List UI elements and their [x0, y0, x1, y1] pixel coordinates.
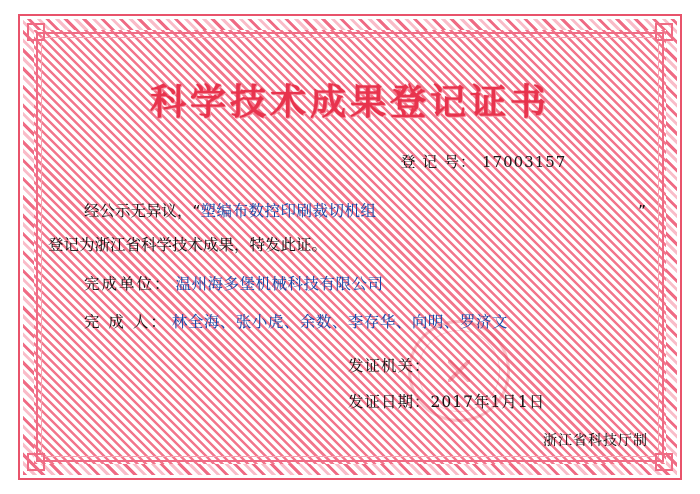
registration-number-label: 登 记 号： [400, 153, 476, 171]
field-row-contributors [48, 306, 652, 338]
contributors-value: 林全海、张小虎、余数、李存华、向明、罗济文 [171, 313, 508, 331]
approval-paragraph [48, 194, 652, 228]
project-name-quote-close: ” [637, 202, 646, 220]
organization-label: 完成单位： [84, 275, 172, 293]
registration-number-value: 17003157 [482, 153, 567, 171]
corner-ornament-top-left [23, 19, 49, 45]
issuer-block [48, 348, 652, 420]
certificate-body [48, 194, 652, 262]
issue-date-label: 发证日期： [348, 393, 431, 411]
issuer-label: 发证机关： [348, 357, 431, 375]
issue-date-year: 2017 [430, 393, 474, 411]
issue-date-day: 1 [517, 393, 529, 411]
organization-value: 温州海多堡机械科技有限公司 [175, 275, 384, 293]
field-row-organization [48, 268, 652, 300]
corner-ornament-bottom-left [23, 449, 49, 475]
issue-date-year-unit: 年 [473, 393, 491, 411]
project-name-quote-open: “ [192, 202, 201, 220]
issue-date-month: 1 [490, 393, 502, 411]
registration-statement: 登记为浙江省科学技术成果，特发此证。 [48, 236, 328, 254]
issuer-row [348, 348, 652, 384]
certificate-title: 科学技术成果登记证书 [149, 82, 550, 123]
issue-date-row [348, 384, 652, 420]
issue-date-day-unit: 日 [528, 393, 546, 411]
contributors-label: 完 成 人： [84, 313, 168, 331]
corner-ornament-top-right [651, 19, 677, 45]
issuing-authority-footer: 浙江省科技厅制 [543, 433, 648, 449]
registration-number-line [48, 151, 652, 172]
approval-prefix-text: 经公示无异议， [84, 202, 193, 220]
project-name-value: 塑编布数控印刷裁切机组 [200, 202, 377, 220]
issue-date-month-unit: 月 [501, 393, 518, 411]
corner-ornament-bottom-right [651, 449, 677, 475]
certificate-content [48, 44, 652, 450]
